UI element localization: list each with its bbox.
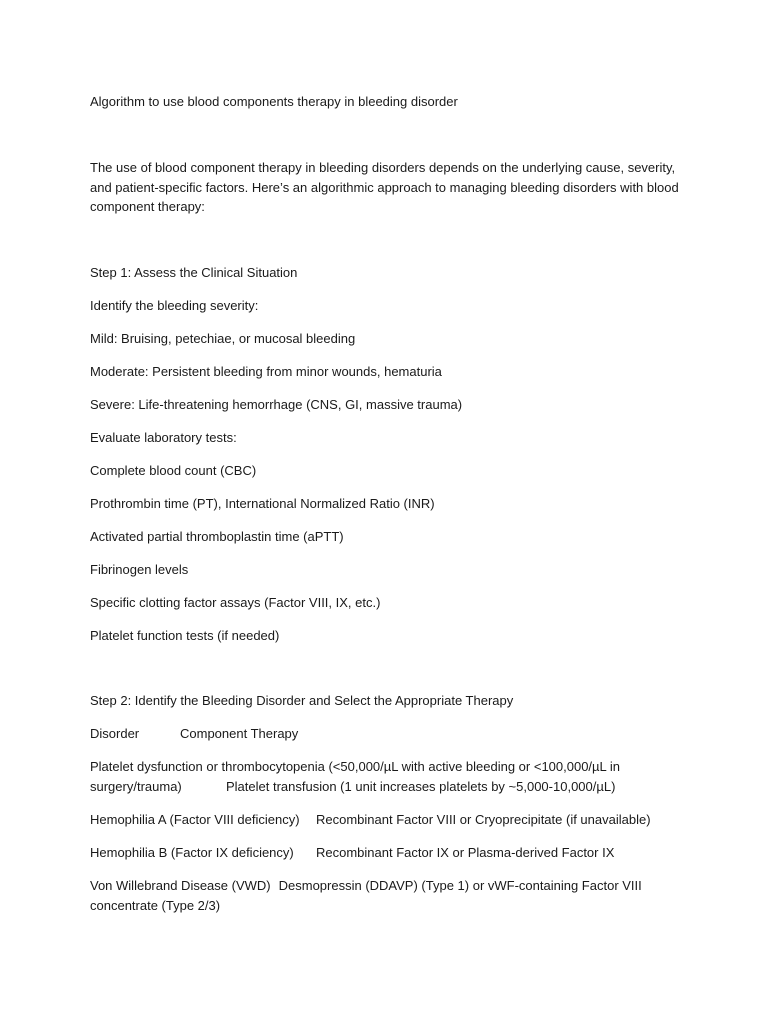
table-row	[90, 876, 680, 915]
lab-item-platelet-function: Platelet function tests (if needed)	[90, 628, 280, 643]
step1-heading: Step 1: Assess the Clinical Situation	[90, 265, 298, 280]
row-therapy-text: Platelet transfusion (1 unit increases platelets by ~5,000-10,000/µL)	[226, 779, 616, 794]
lab-item-aptt: Activated partial thromboplastin time (aPTT)	[90, 529, 344, 544]
row-therapy-text: Recombinant Factor IX or Plasma-derived Factor IX	[316, 845, 615, 860]
row-disorder-text: Platelet dysfunction or thrombocytopenia (<50,000/µL with active bleeding or <100,000/µL in surgery/trauma)	[90, 759, 621, 794]
document-title: Algorithm to use blood components therapy in bleeding disorder	[90, 94, 458, 109]
table-row	[90, 810, 680, 830]
severity-item-severe: Severe: Life-threatening hemorrhage (CNS, GI, massive trauma)	[90, 397, 463, 412]
row-therapy-text: Recombinant Factor VIII or Cryoprecipitate (if unavailable)	[316, 812, 651, 827]
table-row	[90, 757, 680, 796]
severity-label: Identify the bleeding severity:	[90, 298, 259, 313]
column-header-therapy: Component Therapy	[180, 726, 299, 741]
column-header-disorder: Disorder	[90, 726, 140, 741]
step2-heading: Step 2: Identify the Bleeding Disorder and Select the Appropriate Therapy	[90, 693, 514, 708]
intro-paragraph: The use of blood component therapy in bleeding disorders depends on the underlying cause, severity, and patient-specific factors. Here’s an algorithmic approach to managing bleeding disorders with blood component therapy:	[90, 160, 679, 214]
lab-label: Evaluate laboratory tests:	[90, 430, 237, 445]
table-header	[90, 724, 680, 744]
severity-item-mild: Mild: Bruising, petechiae, or mucosal bleeding	[90, 331, 356, 346]
lab-item-pt-inr: Prothrombin time (PT), International Normalized Ratio (INR)	[90, 496, 435, 511]
lab-item-cbc: Complete blood count (CBC)	[90, 463, 257, 478]
row-disorder-text: Hemophilia B (Factor IX deficiency)	[90, 845, 294, 860]
lab-item-fibrinogen: Fibrinogen levels	[90, 562, 189, 577]
severity-item-moderate: Moderate: Persistent bleeding from minor wounds, hematuria	[90, 364, 442, 379]
row-disorder-text: Von Willebrand Disease (VWD)	[90, 878, 271, 893]
row-therapy-text: Desmopressin (DDAVP) (Type 1) or vWF-containing Factor VIII concentrate (Type 2/3)	[90, 878, 642, 913]
lab-item-factor-assays: Specific clotting factor assays (Factor VIII, IX, etc.)	[90, 595, 381, 610]
table-row	[90, 843, 680, 863]
row-disorder-text: Hemophilia A (Factor VIII deficiency)	[90, 812, 300, 827]
